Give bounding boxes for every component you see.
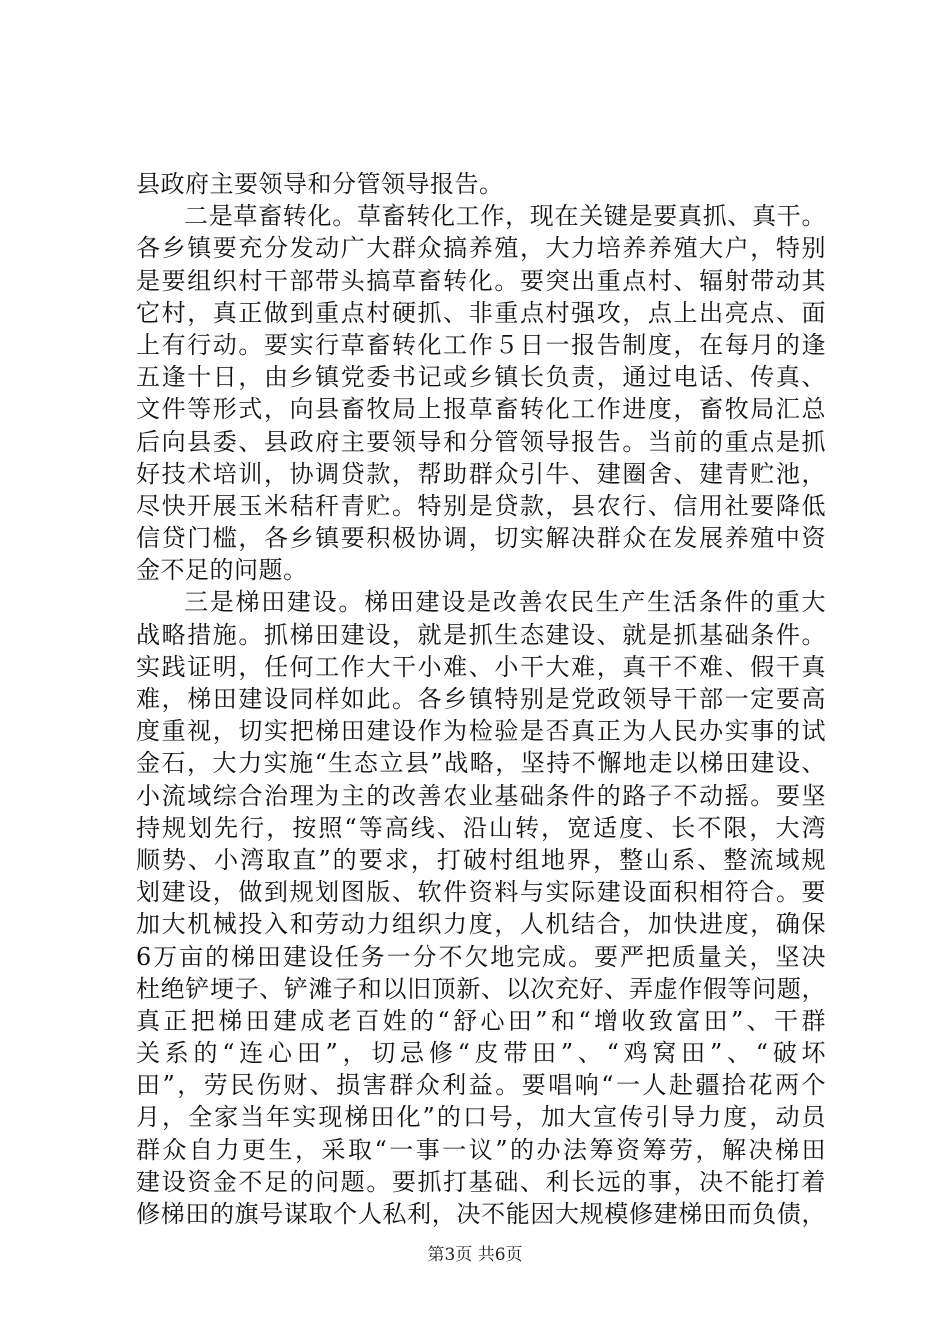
text-line: 它村，真正做到重点村硬抓、非重点村强攻，点上出亮点、面 — [136, 298, 826, 327]
text-line: 三是梯田建设。梯田建设是改善农民生产生活条件的重大 — [184, 588, 826, 617]
text-line: 五逢十日，由乡镇党委书记或乡镇长负责，通过电话、传真、 — [136, 363, 826, 392]
page-number-footer: 第3页 共6页 — [427, 1245, 523, 1265]
text-line: 金不足的问题。 — [136, 556, 308, 585]
text-line: 真正把梯田建成老百姓的“舒心田”和“增收致富田”、干群 — [136, 1006, 826, 1035]
text-line: 县政府主要领导和分管领导报告。 — [136, 170, 504, 198]
text-line: 信贷门槛，各乡镇要积极协调，切实解决群众在发展养殖中资 — [136, 524, 826, 553]
text-line: 划建设，做到规划图版、软件资料与实际建设面积相符合。要 — [136, 878, 826, 907]
text-line: 群众自力更生，采取“一事一议”的办法筹资筹劳，解决梯田 — [136, 1135, 826, 1164]
text-line: 月，全家当年实现梯田化”的口号，加大宣传引导力度，动员 — [136, 1103, 826, 1132]
text-line: 加大机械投入和劳动力组织力度，人机结合，加快进度，确保 — [136, 910, 826, 939]
text-line: 是要组织村干部带头搞草畜转化。要突出重点村、辐射带动其 — [136, 266, 826, 295]
text-line: 后向县委、县政府主要领导和分管领导报告。当前的重点是抓 — [136, 427, 826, 456]
text-line: 杜绝铲埂子、铲滩子和以旧顶新、以次充好、弄虚作假等问题， — [136, 974, 826, 1003]
text-line: 修梯田的旗号谋取个人私利，决不能因大规模修建梯田而负债， — [136, 1200, 826, 1228]
text-line: 战略措施。抓梯田建设，就是抓生态建设、就是抓基础条件。 — [136, 620, 826, 649]
document-body — [136, 168, 826, 1230]
text-line: 二是草畜转化。草畜转化工作，现在关键是要真抓、真干。 — [184, 202, 826, 231]
text-line: 小流域综合治理为主的改善农业基础条件的路子不动摇。要坚 — [136, 781, 826, 810]
text-line: 6万亩的梯田建设任务一分不欠地完成。要严把质量关，坚决 — [136, 942, 826, 971]
text-line: 上有行动。要实行草畜转化工作５日一报告制度，在每月的逢 — [136, 330, 826, 359]
text-line: 尽快开展玉米秸秆青贮。特别是贷款，县农行、信用社要降低 — [136, 491, 826, 520]
text-line: 田”，劳民伤财、损害群众利益。要唱响“一人赴疆拾花两个 — [136, 1071, 826, 1100]
text-line: 文件等形式，向县畜牧局上报草畜转化工作进度，畜牧局汇总 — [136, 395, 826, 424]
text-line: 各乡镇要充分发动广大群众搞养殖，大力培养养殖大户，特别 — [136, 234, 826, 263]
text-line: 难，梯田建设同样如此。各乡镇特别是党政领导干部一定要高 — [136, 685, 826, 713]
text-line: 度重视，切实把梯田建设作为检验是否真正为人民办实事的试 — [136, 717, 826, 746]
text-line: 建设资金不足的问题。要抓打基础、利长远的事，决不能打着 — [136, 1167, 826, 1196]
text-line: 持规划先行，按照“等高线、沿山转，宽适度、长不限，大湾 — [136, 813, 826, 842]
text-line: 顺势、小湾取直”的要求，打破村组地界，整山系、整流域规 — [136, 845, 826, 874]
text-line: 实践证明，任何工作大干小难、小干大难，真干不难、假干真 — [136, 652, 826, 681]
text-line: 关系的“连心田”，切忌修“皮带田”、“鸡窝田”、“破坏 — [136, 1039, 826, 1068]
text-line: 好技术培训，协调贷款，帮助群众引牛、建圈舍、建青贮池， — [136, 459, 826, 488]
text-line: 金石，大力实施“生态立县”战略，坚持不懈地走以梯田建设、 — [136, 749, 826, 778]
